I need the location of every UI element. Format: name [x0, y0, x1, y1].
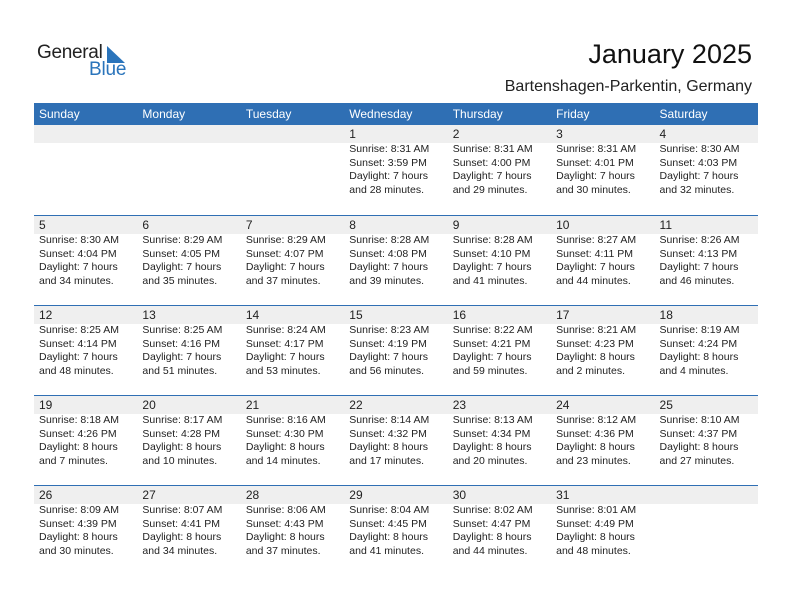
day-number: 18 — [659, 308, 673, 322]
sunrise-text: Sunrise: 8:07 AM — [142, 504, 223, 516]
sunrise-text: Sunrise: 8:21 AM — [556, 324, 637, 336]
sunrise-text: Sunrise: 8:28 AM — [349, 234, 430, 246]
day-info — [453, 234, 551, 288]
day-number: 27 — [142, 488, 156, 502]
minutes-text: and 27 minutes. — [659, 454, 735, 467]
day-number: 13 — [142, 308, 156, 322]
sunrise-text: Sunrise: 8:04 AM — [349, 504, 430, 516]
daylight-text: Daylight: 8 hours — [142, 441, 222, 453]
daylight-text: Daylight: 7 hours — [556, 170, 635, 182]
day-cell — [137, 216, 240, 288]
minutes-text: and 44 minutes. — [556, 274, 631, 287]
sunset-text: Sunset: 4:03 PM — [659, 156, 738, 169]
week-cells — [34, 396, 758, 468]
minutes-text: and 30 minutes. — [39, 544, 114, 557]
day-info — [39, 414, 137, 468]
sunset-text: Sunset: 4:47 PM — [452, 517, 531, 530]
daylight-text: Daylight: 7 hours — [452, 261, 532, 273]
minutes-text: and 29 minutes. — [452, 183, 528, 196]
day-info — [453, 324, 551, 378]
weekday-header-row — [34, 103, 758, 125]
sunset-text: Sunset: 4:21 PM — [452, 337, 531, 350]
day-number: 9 — [452, 218, 460, 232]
day-cell — [655, 306, 758, 378]
day-number: 20 — [142, 398, 156, 412]
daylight-text: Daylight: 7 hours — [349, 261, 429, 273]
day-info — [556, 324, 654, 378]
minutes-text: and 59 minutes. — [452, 364, 528, 377]
sunrise-text: Sunrise: 8:17 AM — [142, 414, 223, 426]
day-info — [246, 414, 344, 468]
day-info — [660, 143, 758, 197]
daylight-text: Daylight: 8 hours — [142, 531, 222, 543]
week-row — [34, 485, 758, 575]
daylight-text: Daylight: 7 hours — [452, 351, 532, 363]
day-number: 21 — [245, 398, 260, 412]
daylight-text: Daylight: 7 hours — [349, 351, 429, 363]
sunset-text: Sunset: 4:08 PM — [349, 247, 427, 260]
day-number — [660, 486, 758, 504]
sunrise-text: Sunrise: 8:29 AM — [142, 234, 223, 246]
day-cell — [241, 486, 344, 558]
day-cell — [241, 125, 344, 197]
minutes-text: and 53 minutes. — [245, 364, 321, 377]
sunset-text: Sunset: 4:00 PM — [452, 156, 531, 169]
day-info — [660, 234, 758, 288]
week-row — [34, 305, 758, 395]
day-number: 4 — [659, 127, 667, 141]
day-number: 14 — [245, 308, 260, 322]
day-number: 25 — [659, 398, 673, 412]
sunset-text: Sunset: 4:39 PM — [39, 517, 117, 530]
day-cell — [448, 216, 551, 288]
day-number: 7 — [245, 218, 253, 232]
minutes-text: and 4 minutes. — [659, 364, 729, 377]
day-info — [349, 504, 447, 558]
calendar-grid — [34, 103, 758, 575]
daylight-text: Daylight: 7 hours — [659, 170, 739, 182]
sunrise-text: Sunrise: 8:09 AM — [39, 504, 119, 516]
day-cell — [344, 216, 447, 288]
weekday-sunday: Sunday — [39, 107, 80, 121]
day-info — [556, 234, 654, 288]
day-cell — [448, 125, 551, 197]
sunrise-text: Sunrise: 8:13 AM — [452, 414, 533, 426]
day-info — [39, 324, 137, 378]
day-number: 15 — [349, 308, 363, 322]
minutes-text: and 23 minutes. — [556, 454, 631, 467]
day-number: 5 — [39, 218, 46, 232]
sunrise-text: Sunrise: 8:30 AM — [659, 143, 740, 155]
daylight-text: Daylight: 8 hours — [349, 531, 429, 543]
daylight-text: Daylight: 8 hours — [556, 441, 635, 453]
daylight-text: Daylight: 8 hours — [245, 441, 325, 453]
sunrise-text: Sunrise: 8:14 AM — [349, 414, 430, 426]
daylight-text: Daylight: 7 hours — [142, 351, 222, 363]
sunrise-text: Sunrise: 8:19 AM — [659, 324, 740, 336]
minutes-text: and 37 minutes. — [245, 274, 321, 287]
weekday-tuesday: Tuesday — [245, 107, 292, 121]
day-number — [39, 125, 137, 143]
sunset-text: Sunset: 4:05 PM — [142, 247, 221, 260]
day-info — [453, 504, 551, 558]
day-info — [556, 143, 654, 197]
day-cell — [655, 125, 758, 197]
sunset-text: Sunset: 4:32 PM — [349, 427, 427, 440]
day-cell — [137, 306, 240, 378]
minutes-text: and 35 minutes. — [142, 274, 218, 287]
minutes-text: and 41 minutes. — [452, 274, 528, 287]
day-cell — [655, 396, 758, 468]
day-cell — [344, 486, 447, 558]
day-number: 8 — [349, 218, 356, 232]
day-info — [142, 504, 240, 558]
daylight-text: Daylight: 8 hours — [39, 531, 118, 543]
sunrise-text: Sunrise: 8:01 AM — [556, 504, 637, 516]
minutes-text: and 2 minutes. — [556, 364, 625, 377]
day-number: 2 — [452, 127, 460, 141]
daylight-text: Daylight: 8 hours — [39, 441, 118, 453]
sunrise-text: Sunrise: 8:31 AM — [556, 143, 637, 155]
daylight-text: Daylight: 7 hours — [39, 351, 118, 363]
sunrise-text: Sunrise: 8:25 AM — [142, 324, 223, 336]
week-cells — [34, 306, 758, 378]
minutes-text: and 7 minutes. — [39, 454, 108, 467]
day-number: 11 — [659, 218, 672, 232]
sunset-text: Sunset: 4:45 PM — [349, 517, 427, 530]
week-cells — [34, 216, 758, 288]
daylight-text: Daylight: 8 hours — [245, 531, 325, 543]
day-cell — [241, 306, 344, 378]
day-cell — [448, 486, 551, 558]
day-cell — [344, 306, 447, 378]
day-cell — [241, 396, 344, 468]
sunset-text: Sunset: 4:07 PM — [245, 247, 324, 260]
logo-general-text: General — [37, 42, 103, 63]
day-number: 23 — [452, 398, 467, 412]
day-info — [453, 414, 551, 468]
sunset-text: Sunset: 4:01 PM — [556, 156, 634, 169]
week-cells — [34, 486, 758, 558]
day-cell — [34, 396, 137, 468]
day-number: 31 — [556, 488, 570, 502]
weekday-thursday: Thursday — [452, 107, 503, 121]
daylight-text: Daylight: 8 hours — [452, 531, 532, 543]
sunset-text: Sunset: 4:23 PM — [556, 337, 634, 350]
day-info — [142, 234, 240, 288]
daylight-text: Daylight: 7 hours — [349, 170, 429, 182]
minutes-text: and 46 minutes. — [659, 274, 735, 287]
day-cell — [551, 486, 654, 558]
sunset-text: Sunset: 4:11 PM — [556, 247, 633, 260]
minutes-text: and 34 minutes. — [142, 544, 218, 557]
day-cell — [551, 306, 654, 378]
sunset-text: Sunset: 4:16 PM — [142, 337, 221, 350]
minutes-text: and 56 minutes. — [349, 364, 424, 377]
daylight-text: Daylight: 8 hours — [349, 441, 429, 453]
day-number: 22 — [349, 398, 363, 412]
day-cell — [551, 396, 654, 468]
day-info — [660, 414, 758, 468]
logo-blue-text: Blue — [89, 59, 127, 80]
day-info — [349, 324, 447, 378]
daylight-text: Daylight: 7 hours — [39, 261, 118, 273]
minutes-text: and 28 minutes. — [349, 183, 424, 196]
sunset-text: Sunset: 4:19 PM — [349, 337, 427, 350]
sunset-text: Sunset: 4:37 PM — [659, 427, 738, 440]
day-number: 17 — [556, 308, 570, 322]
daylight-text: Daylight: 7 hours — [556, 261, 635, 273]
day-cell — [344, 125, 447, 197]
day-number: 24 — [556, 398, 570, 412]
day-info — [556, 504, 654, 558]
daylight-text: Daylight: 8 hours — [659, 441, 739, 453]
day-cell — [241, 216, 344, 288]
sunrise-text: Sunrise: 8:31 AM — [452, 143, 533, 155]
sunset-text: Sunset: 4:34 PM — [452, 427, 531, 440]
weekday-friday: Friday — [556, 107, 590, 121]
day-number: 19 — [39, 398, 53, 412]
day-info — [142, 324, 240, 378]
minutes-text: and 14 minutes. — [245, 454, 321, 467]
sunset-text: Sunset: 4:04 PM — [39, 247, 117, 260]
week-row — [34, 395, 758, 485]
daylight-text: Daylight: 8 hours — [556, 531, 635, 543]
weekday-saturday: Saturday — [659, 107, 708, 121]
day-info — [349, 234, 447, 288]
day-cell — [137, 125, 240, 197]
day-info — [246, 234, 344, 288]
minutes-text: and 17 minutes. — [349, 454, 424, 467]
day-cell — [137, 396, 240, 468]
sunset-text: Sunset: 3:59 PM — [349, 156, 427, 169]
minutes-text: and 37 minutes. — [245, 544, 321, 557]
sunrise-text: Sunrise: 8:25 AM — [39, 324, 119, 336]
day-info — [246, 504, 344, 558]
day-number — [246, 125, 344, 143]
sunrise-text: Sunrise: 8:12 AM — [556, 414, 637, 426]
day-cell — [448, 396, 551, 468]
day-number: 10 — [556, 218, 570, 232]
sunset-text: Sunset: 4:30 PM — [245, 427, 324, 440]
weekday-monday: Monday — [142, 107, 186, 121]
day-cell — [34, 125, 137, 197]
day-info — [142, 414, 240, 468]
day-number: 16 — [452, 308, 467, 322]
day-number: 3 — [556, 127, 563, 141]
daylight-text: Daylight: 7 hours — [245, 261, 325, 273]
day-number: 12 — [39, 308, 53, 322]
sunset-text: Sunset: 4:49 PM — [556, 517, 634, 530]
daylight-text: Daylight: 8 hours — [659, 351, 739, 363]
minutes-text: and 34 minutes. — [39, 274, 114, 287]
sunrise-text: Sunrise: 8:23 AM — [349, 324, 430, 336]
day-info — [39, 234, 137, 288]
minutes-text: and 41 minutes. — [349, 544, 424, 557]
minutes-text: and 51 minutes. — [142, 364, 218, 377]
sunrise-text: Sunrise: 8:22 AM — [452, 324, 533, 336]
minutes-text: and 20 minutes. — [452, 454, 528, 467]
minutes-text: and 30 minutes. — [556, 183, 631, 196]
day-cell — [34, 216, 137, 288]
sunset-text: Sunset: 4:14 PM — [39, 337, 117, 350]
minutes-text: and 32 minutes. — [659, 183, 735, 196]
day-cell — [551, 216, 654, 288]
day-info — [246, 324, 344, 378]
day-cell — [551, 125, 654, 197]
day-info — [453, 143, 551, 197]
week-cells — [34, 125, 758, 197]
minutes-text: and 48 minutes. — [556, 544, 631, 557]
sunrise-text: Sunrise: 8:27 AM — [556, 234, 637, 246]
minutes-text: and 10 minutes. — [142, 454, 218, 467]
day-number: 1 — [349, 127, 356, 141]
sunrise-text: Sunrise: 8:24 AM — [245, 324, 326, 336]
daylight-text: Daylight: 7 hours — [452, 170, 532, 182]
sunrise-text: Sunrise: 8:16 AM — [245, 414, 326, 426]
sunrise-text: Sunrise: 8:02 AM — [452, 504, 533, 516]
day-info — [349, 143, 447, 197]
day-number: 6 — [142, 218, 150, 232]
day-info — [39, 504, 137, 558]
weeks-container — [34, 125, 758, 575]
day-number: 26 — [39, 488, 53, 502]
day-info — [660, 324, 758, 378]
sunset-text: Sunset: 4:17 PM — [245, 337, 324, 350]
day-number — [142, 125, 240, 143]
minutes-text: and 44 minutes. — [452, 544, 528, 557]
sunset-text: Sunset: 4:28 PM — [142, 427, 221, 440]
daylight-text: Daylight: 7 hours — [245, 351, 325, 363]
sunrise-text: Sunrise: 8:30 AM — [39, 234, 119, 246]
day-cell — [655, 216, 758, 288]
sunrise-text: Sunrise: 8:28 AM — [452, 234, 533, 246]
daylight-text: Daylight: 7 hours — [142, 261, 222, 273]
day-number: 29 — [349, 488, 363, 502]
sunset-text: Sunset: 4:36 PM — [556, 427, 634, 440]
week-row — [34, 125, 758, 215]
daylight-text: Daylight: 8 hours — [452, 441, 532, 453]
sunset-text: Sunset: 4:26 PM — [39, 427, 117, 440]
minutes-text: and 48 minutes. — [39, 364, 114, 377]
day-number: 28 — [245, 488, 260, 502]
day-cell — [448, 306, 551, 378]
weekday-wednesday: Wednesday — [349, 107, 413, 121]
day-cell — [34, 306, 137, 378]
sunrise-text: Sunrise: 8:29 AM — [245, 234, 326, 246]
sunset-text: Sunset: 4:24 PM — [659, 337, 738, 350]
day-cell — [344, 396, 447, 468]
sunset-text: Sunset: 4:43 PM — [245, 517, 324, 530]
daylight-text: Daylight: 7 hours — [659, 261, 739, 273]
day-cell — [137, 486, 240, 558]
day-info — [349, 414, 447, 468]
week-row — [34, 215, 758, 305]
sunset-text: Sunset: 4:41 PM — [142, 517, 221, 530]
sunrise-text: Sunrise: 8:10 AM — [659, 414, 740, 426]
day-cell — [34, 486, 137, 558]
day-cell — [655, 486, 758, 558]
page-title: January 2025 — [588, 39, 752, 69]
sunset-text: Sunset: 4:13 PM — [659, 247, 738, 260]
sunrise-text: Sunrise: 8:18 AM — [39, 414, 119, 426]
minutes-text: and 39 minutes. — [349, 274, 424, 287]
day-info — [556, 414, 654, 468]
sunrise-text: Sunrise: 8:06 AM — [245, 504, 326, 516]
sunrise-text: Sunrise: 8:31 AM — [349, 143, 430, 155]
daylight-text: Daylight: 8 hours — [556, 351, 635, 363]
day-number: 30 — [452, 488, 467, 502]
logo — [37, 42, 137, 82]
location-subtitle: Bartenshagen-Parkentin, Germany — [504, 78, 752, 95]
sunrise-text: Sunrise: 8:26 AM — [659, 234, 740, 246]
sunset-text: Sunset: 4:10 PM — [452, 247, 531, 260]
